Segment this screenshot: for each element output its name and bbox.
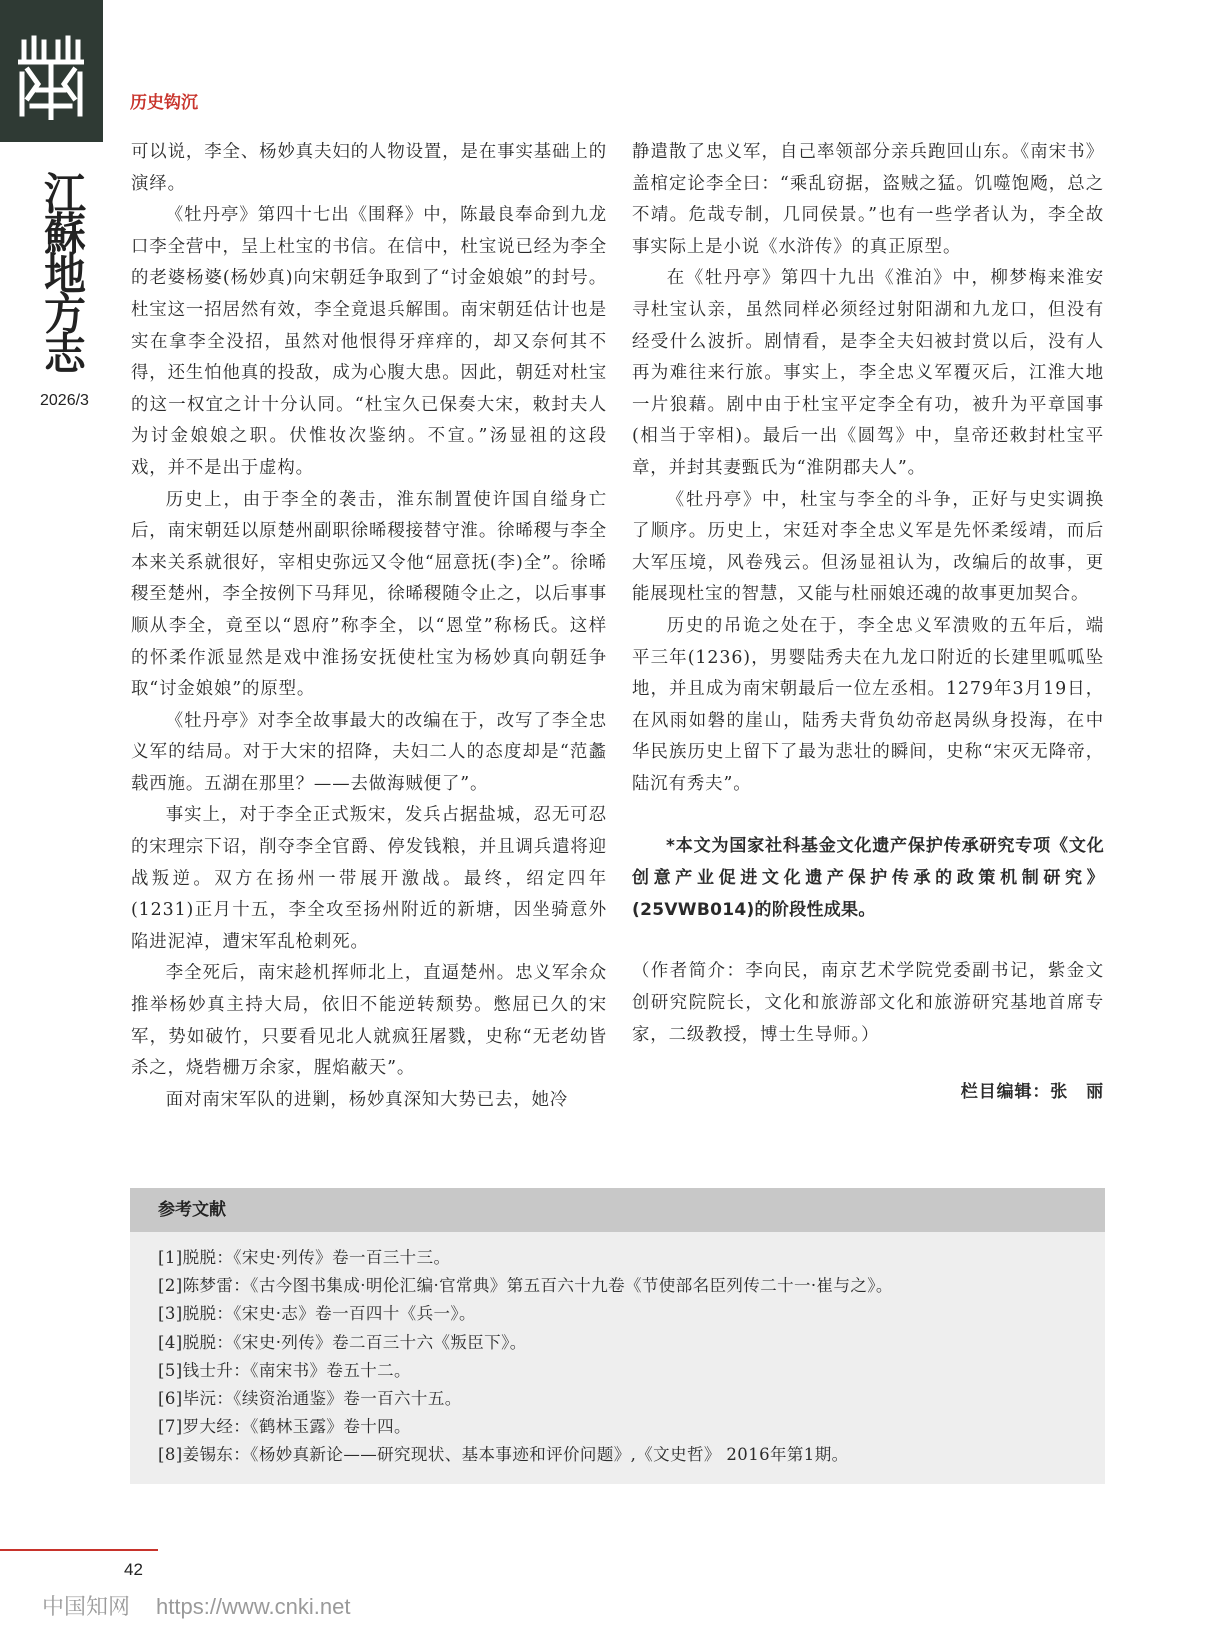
reference-item: [5]钱士升：《南宋书》卷五十二。 bbox=[158, 1360, 411, 1380]
reference-item: [8]姜锡东：《杨妙真新论——研究现状、基本事迹和评价问题》,《文史哲》 2016年第1期。 bbox=[158, 1445, 849, 1465]
paragraph: 《牡丹亭》对李全故事最大的改编在于，改写了李全忠义军的结局。对于大宋的招降，夫妇二人的态度却是“范蠡载西施。五湖在那里？——去做海贼便了”。 bbox=[131, 710, 607, 794]
journal-logo bbox=[0, 0, 103, 142]
paragraph: 面对南宋军队的进剿，杨妙真深知大势已去，她冷 bbox=[165, 1089, 569, 1110]
journal-char: 方 bbox=[44, 289, 86, 340]
paragraph: 《牡丹亭》中，杜宝与李全的斗争，正好与史实调换了顺序。历史上，宋廷对李全忠义军是先怀柔绥靖，而后大军压境，风卷残云。但汤显祖认为，改编后的故事，更能展现杜宝的智慧，又能与杜丽娘还魂的故事更加契合。 bbox=[632, 489, 1104, 605]
references-title: 参考文献 bbox=[130, 1188, 1105, 1232]
paragraph: 可以说，李全、杨妙真夫妇的人物设置，是在事实基础上的演绎。 bbox=[131, 142, 607, 194]
reference-item: [3]脱脱：《宋史·志》卷一百四十《兵一》。 bbox=[158, 1304, 476, 1324]
author-bio: （作者简介：李向民，南京艺术学院党委副书记，紫金文创研究院院长，文化和旅游部文化和旅游研究基地首席专家，二级教授，博士生导师。） bbox=[632, 961, 1104, 1045]
left-column bbox=[131, 137, 607, 1116]
journal-char: 江 bbox=[44, 169, 86, 220]
funding-note: *本文为国家社科基金文化遗产保护传承研究专项《文化创意产业促进文化遗产保护传承的政策机制研究》(25VWB014)的阶段性成果。 bbox=[632, 836, 1104, 921]
reference-item: [6]毕沅：《续资治通鉴》卷一百六十五。 bbox=[158, 1389, 462, 1409]
reference-item: [1]脱脱：《宋史·列传》卷一百三十三。 bbox=[158, 1248, 451, 1267]
reference-item: [4]脱脱：《宋史·列传》卷二百三十六《叛臣下》。 bbox=[158, 1332, 527, 1352]
journal-name bbox=[41, 169, 89, 380]
paragraph: 《牡丹亭》第四十七出《围释》中，陈最良奉命到九龙口李全营中，呈上杜宝的书信。在信中，杜宝说已经为李全的老婆杨婆(杨妙真)向宋朝廷争取到了“讨金娘娘”的封号。杜宝这一招居然有效，李全竟退兵解围。南宋朝廷估计也是实在拿李全没招，虽然对他恨得牙痒痒的，却又奈何其不得，还生怕他真的投敌，成为心腹大患。因此，朝廷对杜宝的这一权宜之计十分认同。“杜宝久已保奏大宋，敕封夫人为讨金娘娘之职。伏惟妆次鉴纳。不宣。”汤显祖的这段戏，并不是出于虚构。 bbox=[131, 205, 607, 478]
issue-number: 2026/3 bbox=[40, 392, 89, 409]
section-label: 历史钩沉 bbox=[130, 93, 198, 113]
journal-char: 蘇 bbox=[44, 209, 86, 260]
references-box bbox=[130, 1188, 1105, 1484]
right-column bbox=[632, 137, 1104, 1109]
references-list bbox=[158, 1244, 1105, 1470]
watermark-site-name: 中国知网 bbox=[42, 1594, 131, 1619]
page-number: 42 bbox=[124, 1560, 143, 1579]
footer-divider bbox=[0, 1549, 158, 1551]
paragraph: 静遣散了忠义军，自己率领部分亲兵跑回山东。《南宋书》盖棺定论李全曰：“乘乱窃据，盗贼之猛。饥噬饱飏，总之不靖。危哉专制，几同侯景。”也有一些学者认为，李全故事实际上是小说《水浒传》的真正原型。 bbox=[632, 142, 1104, 257]
paragraph: 历史上，由于李全的袭击，淮东制置使许国自缢身亡后，南宋朝廷以原楚州副职徐晞稷接替守淮。徐晞稷与李全本来关系就很好，宰相史弥远又令他“屈意抚(李)全”。徐晞稷至楚州，李全按例下马拜见，徐晞稷随令止之，以后事事顺从李全，竟至以“恩府”称李全，以“恩堂”称杨氏。这样的怀柔作派显然是戏中淮扬安抚使杜宝为杨妙真向朝廷争取“讨金娘娘”的原型。 bbox=[131, 489, 607, 700]
journal-emblem-icon bbox=[18, 34, 84, 120]
source-watermark bbox=[42, 1590, 350, 1621]
journal-char: 地 bbox=[44, 249, 86, 300]
journal-char: 志 bbox=[44, 329, 86, 380]
column-editor: 栏目编辑：张 丽 bbox=[960, 1082, 1104, 1103]
paragraph: 事实上，对于李全正式叛宋，发兵占据盐城，忍无可忍的宋理宗下诏，削夺李全官爵、停发钱粮，并且调兵遣将迎战叛逆。双方在扬州一带展开激战。最终，绍定四年(1231)正月十五，李全攻至扬州附近的新塘，因坐骑意外陷进泥淖，遭宋军乱枪刺死。 bbox=[131, 805, 607, 952]
watermark-url[interactable]: https://www.cnki.net bbox=[156, 1594, 351, 1619]
paragraph: 在《牡丹亭》第四十九出《淮泊》中，柳梦梅来淮安寻杜宝认亲，虽然同样必须经过射阳湖和九龙口，但没有经受什么波折。剧情看，是李全夫妇被封赏以后，没有人再为难往来行旅。事实上，李全忠义军覆灭后，江淮大地一片狼藉。剧中由于杜宝平定李全有功，被升为平章国事(相当于宰相)。最后一出《圆驾》中，皇帝还敕封杜宝平章，并封其妻甄氏为“淮阴郡夫人”。 bbox=[632, 268, 1104, 478]
paragraph: 李全死后，南宋趁机挥师北上，直逼楚州。忠义军余众推举杨妙真主持大局，依旧不能逆转颓势。憋屈已久的宋军，势如破竹，只要看见北人就疯狂屠戮，史称“无老幼皆杀之，烧砦栅万余家，腥焰蔽天”。 bbox=[131, 963, 607, 1079]
reference-item: [7]罗大经：《鹤林玉露》卷十四。 bbox=[158, 1417, 411, 1437]
reference-item: [2]陈梦雷：《古今图书集成·明伦汇编·官常典》第五百六十九卷《节使部名臣列传二十一·崔与之》。 bbox=[158, 1276, 893, 1296]
paragraph: 历史的吊诡之处在于，李全忠义军溃败的五年后，端平三年(1236)，男婴陆秀夫在九龙口附近的长建里呱呱坠地，并且成为南宋朝最后一位左丞相。1279年3月19日，在风雨如磐的崖山，陆秀夫背负幼帝赵昺纵身投海，在中华民族历史上留下了最为悲壮的瞬间，史称“宋灭无降帝，陆沉有秀夫”。 bbox=[632, 615, 1104, 794]
